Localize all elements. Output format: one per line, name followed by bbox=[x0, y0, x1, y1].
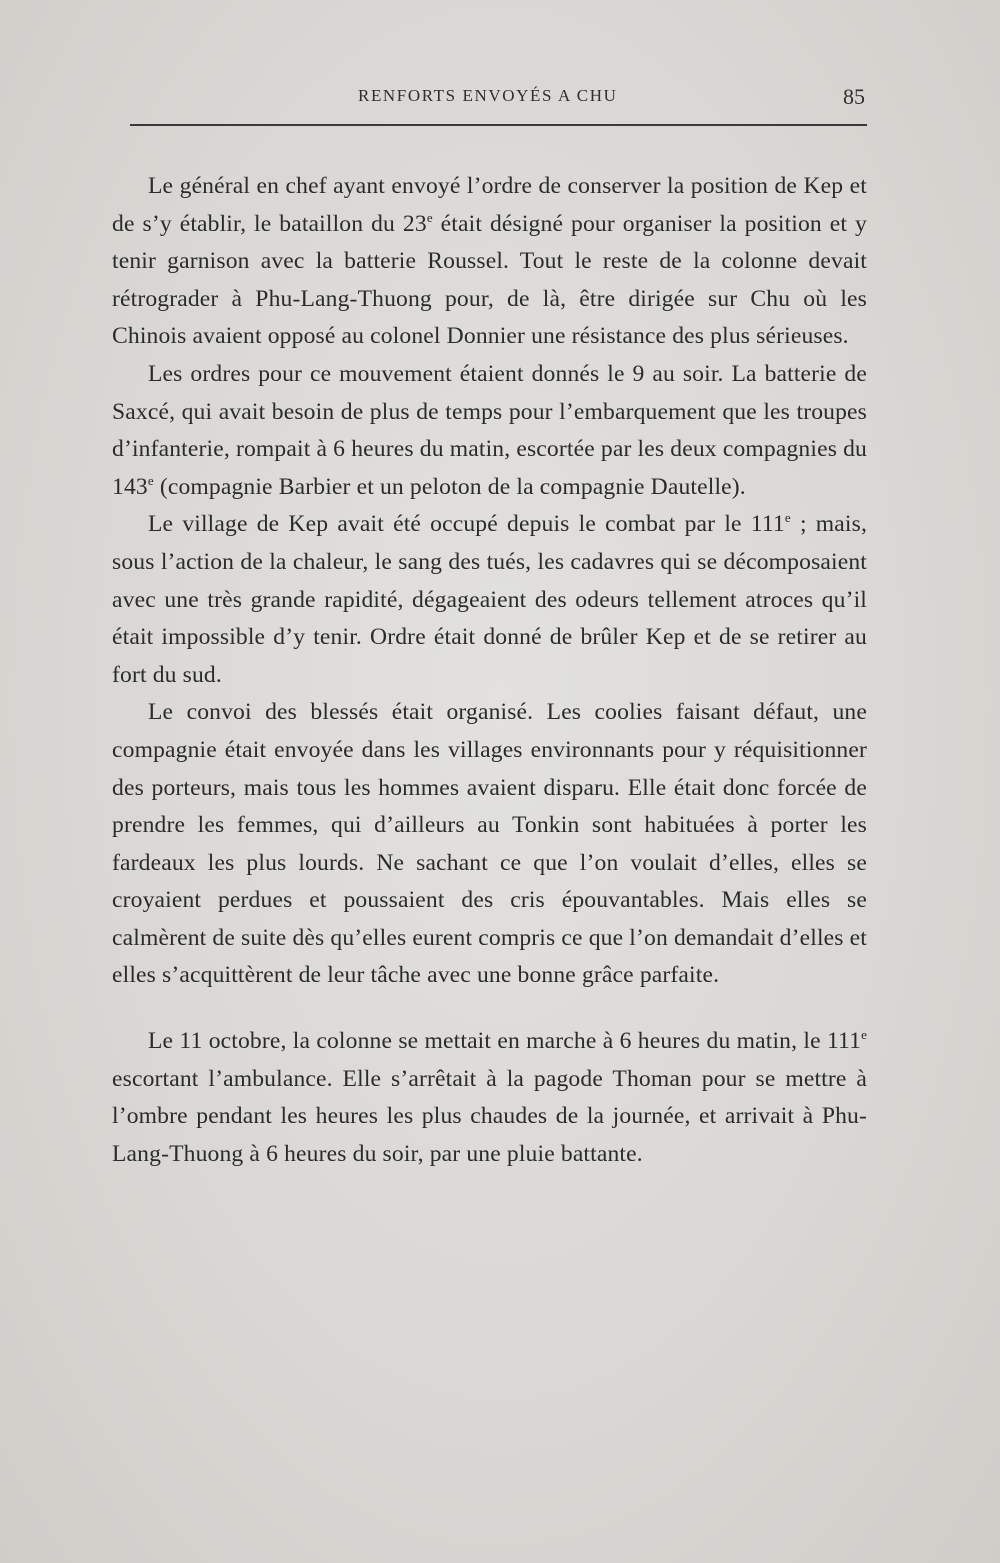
header-rule bbox=[130, 124, 867, 126]
paragraph-2: Les ordres pour ce mouvement étaient donnés le 9 au soir. La batterie de Saxcé, qui avait besoin de plus de temps pour l’embarquement que les troupes d’infanterie, rompait à 6 heures du matin, escortée par les deux compagnies du 143e (compagnie Barbier et un peloton de la compagnie Dautelle). bbox=[112, 360, 867, 500]
superscript: e bbox=[147, 472, 154, 488]
page-header bbox=[130, 84, 867, 114]
paragraph-4: Le convoi des blessés était organisé. Les coolies faisant défaut, une compagnie était envoyée dans les villages environnants pour y réquisitionner des porteurs, mais tous les hommes avaient disparu. Elle était donc forcée de prendre les femmes, qui d’ailleurs au Tonkin sont habituées à porter les fardeaux les plus lourds. Ne sachant ce que l’on voulait d’elles, elles se croyaient perdues et poussaient des cris épouvantables. Mais elles se calmèrent de suite dès qu’elles eurent compris ce que l’on demandait d’elles et elles s’acquittèrent de leur tâche avec une bonne grâce parfaite. bbox=[112, 699, 867, 989]
page-number: 85 bbox=[843, 84, 865, 109]
superscript: e bbox=[861, 1027, 867, 1043]
superscript: e bbox=[784, 510, 791, 526]
superscript: e bbox=[426, 209, 433, 225]
body-text bbox=[112, 168, 867, 1173]
running-title: RENFORTS ENVOYÉS A CHU bbox=[358, 86, 618, 105]
paragraph-1: Le général en chef ayant envoyé l’ordre de conserver la position de Kep et de s’y établir, le bataillon du 23e était désigné pour organiser la position et y tenir garnison avec la batterie Roussel. Tout le reste de la colonne devait rétrograder à Phu-Lang-Thuong pour, de là, être dirigée sur Chu où les Chinois avaient opposé au colonel Donnier une résistance des plus sérieuses. bbox=[112, 173, 867, 350]
paragraph-5: Le 11 octobre, la colonne se mettait en marche à 6 heures du matin, le 111e escortant l’ambulance. Elle s’arrêtait à la pagode Thoman pour se mettre à l’ombre pendant les heures les plus chaudes de la journée, et arrivait à Phu-Lang-Thuong à 6 heures du soir, par une pluie battante. bbox=[112, 1027, 867, 1167]
paragraph-3: Le village de Kep avait été occupé depuis le combat par le 111e ; mais, sous l’action de la chaleur, le sang des tués, les cadavres qui se décomposaient avec une très grande rapidité, dégageaient des odeurs tellement atroces qu’il était impossible d’y tenir. Ordre était donné de brûler Kep et de se retirer au fort du sud. bbox=[112, 510, 868, 688]
